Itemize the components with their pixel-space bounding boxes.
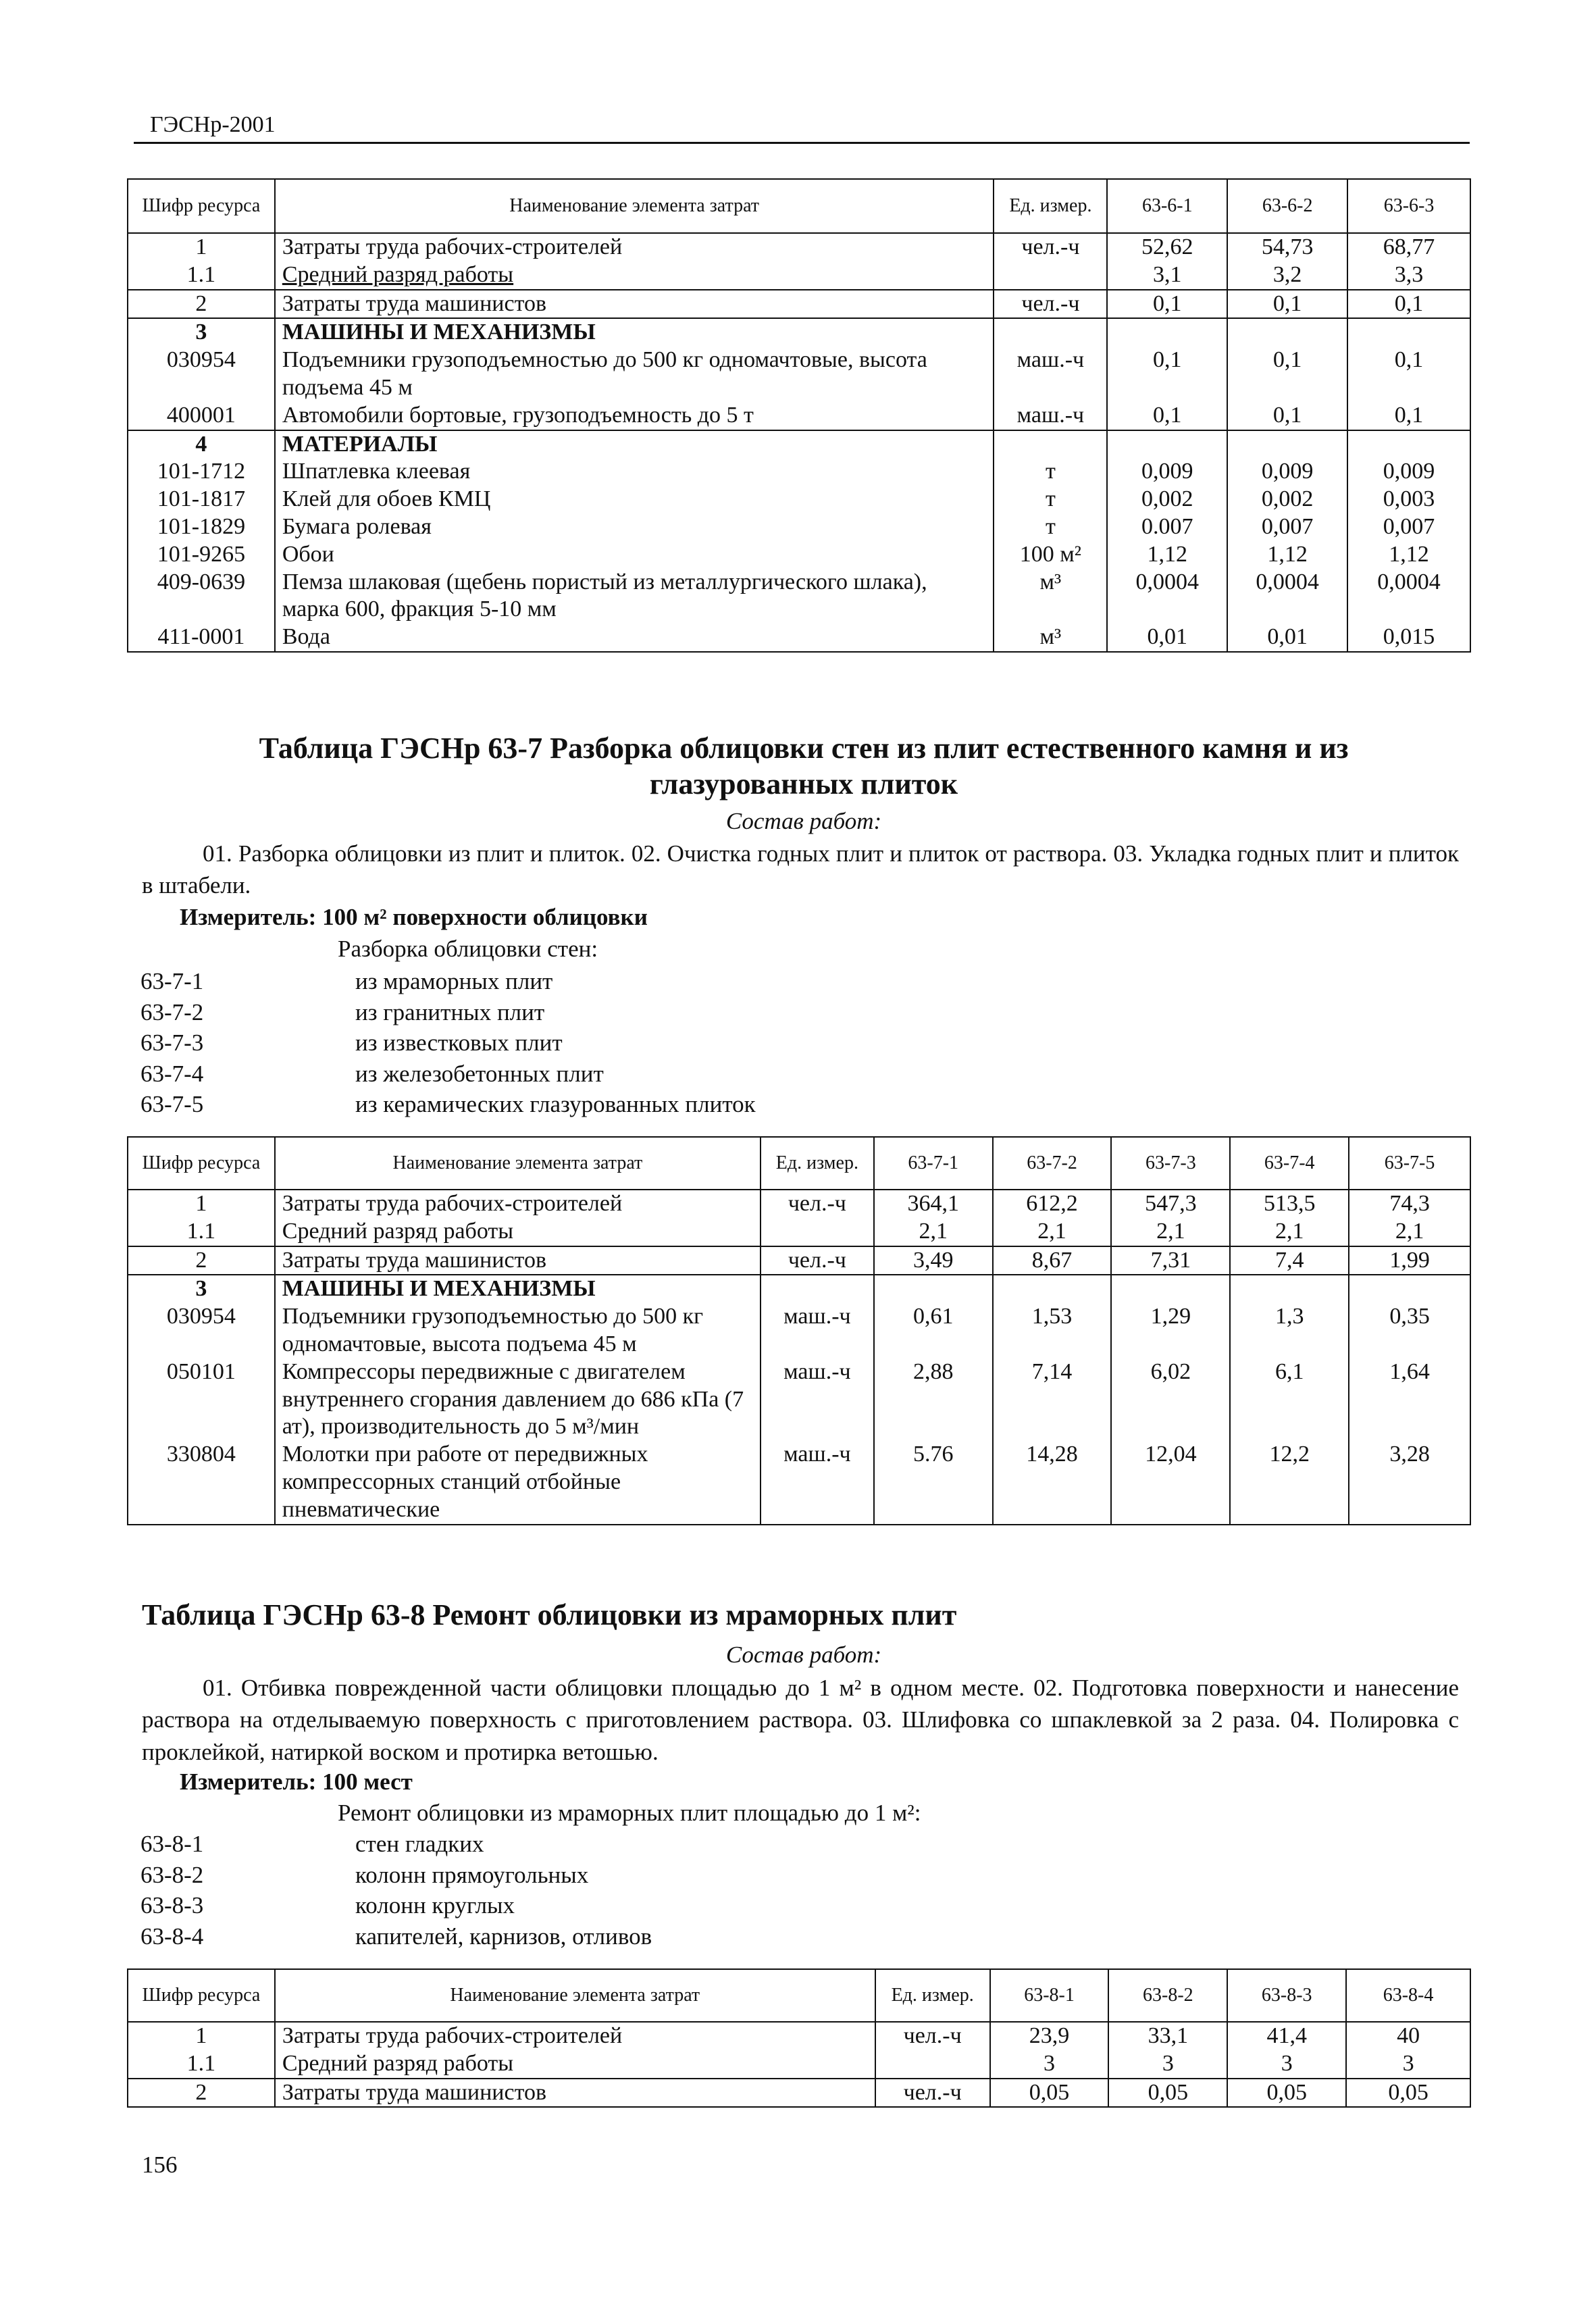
- value-cell: 1,12: [1227, 541, 1347, 569]
- value-cell: 0,05: [1346, 2079, 1470, 2108]
- cost-element-cell: Пемза шлаковая (щебень пористый из металлургического шлака), марка 600, фракция 5-10 мм: [275, 569, 994, 624]
- value-cell: 6,1: [1230, 1358, 1349, 1441]
- value-cell: 0,35: [1349, 1303, 1470, 1358]
- cost-element-cell: Автомобили бортовые, грузоподъемность до 5 т: [275, 402, 994, 430]
- value-cell: 0,1: [1347, 347, 1470, 402]
- value-cell: 2,1: [993, 1218, 1112, 1246]
- list-item: [140, 1027, 756, 1059]
- table-row: [128, 1218, 1470, 1246]
- resource-code-cell: 1.1: [128, 1218, 275, 1246]
- cost-element-cell: Средний разряд работы: [275, 2050, 875, 2079]
- works-composition-label-63-8: Состав работ:: [725, 1642, 882, 1668]
- code-list-63-8: [140, 1829, 652, 1952]
- unit-cell: [994, 318, 1107, 347]
- unit-cell: т: [994, 486, 1107, 513]
- value-cell: 0,0004: [1107, 569, 1227, 624]
- value-cell: 1,64: [1349, 1358, 1470, 1441]
- value-cell: 0,61: [874, 1303, 993, 1358]
- measure-63-7: Измеритель: 100 м² поверхности облицовки: [180, 904, 648, 930]
- norm-code: 63-8-2: [140, 1861, 204, 1888]
- column-header: 63-8-4: [1346, 1969, 1470, 2022]
- unit-cell: маш.-ч: [761, 1303, 874, 1358]
- value-cell: 23,9: [990, 2022, 1109, 2050]
- value-cell: 74,3: [1349, 1190, 1470, 1218]
- norm-code: 63-8-3: [140, 1892, 204, 1918]
- cost-element-cell: МАТЕРИАЛЫ: [275, 430, 994, 459]
- unit-cell: [994, 430, 1107, 459]
- cost-element-cell: Бумага ролевая: [275, 513, 994, 541]
- value-cell: 1,53: [993, 1303, 1112, 1358]
- resource-code-cell: 050101: [128, 1358, 275, 1441]
- resource-code-cell: 1: [128, 1190, 275, 1218]
- resource-code-cell: 3: [128, 1275, 275, 1303]
- value-cell: 2,1: [1349, 1218, 1470, 1246]
- cost-element-cell: Шпатлевка клеевая: [275, 458, 994, 486]
- value-cell: 513,5: [1230, 1190, 1349, 1218]
- header-rule: [134, 142, 1470, 144]
- list-item: [140, 1089, 756, 1120]
- table-row: [128, 569, 1470, 624]
- resource-code-cell: 2: [128, 290, 275, 319]
- value-cell: 3: [1108, 2050, 1227, 2079]
- value-cell: 0,01: [1227, 624, 1347, 652]
- resource-code-cell: 1.1: [128, 2050, 275, 2079]
- resource-code-cell: 411-0001: [128, 624, 275, 652]
- column-header: 63-7-1: [874, 1137, 993, 1190]
- table-row: [128, 2079, 1470, 2108]
- list-item: [140, 1059, 756, 1090]
- cost-element-cell: Подъемники грузоподъемностью до 500 кг одномачтовые, высота подъема 45 м: [275, 347, 994, 402]
- cost-element-cell: Затраты труда машинистов: [275, 290, 994, 319]
- table-63-7: [127, 1136, 1471, 1525]
- norm-code: 63-7-2: [140, 998, 204, 1025]
- group-head-63-8: Ремонт облицовки из мраморных плит площадью до 1 м²:: [338, 1800, 921, 1826]
- works-composition-label: Состав работ:: [725, 808, 882, 834]
- value-cell: 1,3: [1230, 1303, 1349, 1358]
- unit-cell: маш.-ч: [994, 347, 1107, 402]
- column-header: 63-8-2: [1108, 1969, 1227, 2022]
- value-cell: [1349, 1275, 1470, 1303]
- resource-code-cell: 030954: [128, 347, 275, 402]
- value-cell: 0,1: [1107, 347, 1227, 402]
- value-cell: 2,88: [874, 1358, 993, 1441]
- value-cell: [1347, 318, 1470, 347]
- unit-cell: чел.-ч: [875, 2079, 990, 2108]
- page-number: 156: [142, 2152, 178, 2178]
- table-row: [128, 1246, 1470, 1275]
- value-cell: 0,002: [1227, 486, 1347, 513]
- value-cell: 3: [1346, 2050, 1470, 2079]
- column-header: 63-6-3: [1347, 179, 1470, 233]
- cost-element-cell: Обои: [275, 541, 994, 569]
- value-cell: 3,28: [1349, 1441, 1470, 1524]
- value-cell: 40: [1346, 2022, 1470, 2050]
- unit-cell: чел.-ч: [761, 1190, 874, 1218]
- table-row: [128, 1275, 1470, 1303]
- cost-element-cell: Клей для обоев КМЦ: [275, 486, 994, 513]
- resource-code-cell: 1: [128, 233, 275, 261]
- table-row: [128, 402, 1470, 430]
- value-cell: 0,015: [1347, 624, 1470, 652]
- resource-code-cell: 1.1: [128, 261, 275, 290]
- value-cell: 0,1: [1347, 290, 1470, 319]
- value-cell: 1,12: [1107, 541, 1227, 569]
- column-header: Наименование элемента затрат: [275, 179, 994, 233]
- value-cell: [993, 1275, 1112, 1303]
- resource-code-cell: 1: [128, 2022, 275, 2050]
- cost-element-cell: МАШИНЫ И МЕХАНИЗМЫ: [275, 318, 994, 347]
- list-item: [140, 997, 756, 1028]
- value-cell: 1,29: [1111, 1303, 1230, 1358]
- cost-element-cell: Средний разряд работы: [275, 261, 994, 290]
- value-cell: 3: [1227, 2050, 1346, 2079]
- cost-element-cell: Вода: [275, 624, 994, 652]
- value-cell: 0,1: [1227, 347, 1347, 402]
- norm-name: из мраморных плит: [355, 968, 553, 994]
- document-code: ГЭСНр-2001: [150, 112, 276, 137]
- value-cell: 0,009: [1107, 458, 1227, 486]
- table-row: [128, 430, 1470, 459]
- value-cell: 1,12: [1347, 541, 1470, 569]
- unit-cell: чел.-ч: [994, 233, 1107, 261]
- value-cell: [1230, 1275, 1349, 1303]
- table-63-7-title-line1: Таблица ГЭСНр 63-7 Разборка облицовки стен из плит естественного камня и из: [259, 732, 1349, 765]
- value-cell: 0,007: [1227, 513, 1347, 541]
- norm-code: 63-7-5: [140, 1091, 204, 1117]
- value-cell: 7,4: [1230, 1246, 1349, 1275]
- table-row: [128, 261, 1470, 290]
- column-header: Ед. измер.: [875, 1969, 990, 2022]
- norm-code: 63-8-4: [140, 1923, 204, 1950]
- norm-name: из железобетонных плит: [355, 1060, 604, 1087]
- resource-code-cell: 3: [128, 318, 275, 347]
- value-cell: 12,2: [1230, 1441, 1349, 1524]
- value-cell: 0,007: [1347, 513, 1470, 541]
- value-cell: 0,05: [990, 2079, 1109, 2108]
- column-header: Шифр ресурса: [128, 179, 275, 233]
- value-cell: [1107, 318, 1227, 347]
- column-header: 63-8-1: [990, 1969, 1109, 2022]
- resource-code-cell: 409-0639: [128, 569, 275, 624]
- list-item: [140, 1860, 652, 1891]
- value-cell: 547,3: [1111, 1190, 1230, 1218]
- value-cell: [874, 1275, 993, 1303]
- column-header: Наименование элемента затрат: [275, 1137, 761, 1190]
- unit-cell: [761, 1218, 874, 1246]
- resource-code-cell: 2: [128, 2079, 275, 2108]
- norm-code: 63-7-3: [140, 1030, 204, 1056]
- value-cell: [1111, 1275, 1230, 1303]
- cost-element-cell: Затраты труда рабочих-строителей: [275, 2022, 875, 2050]
- unit-cell: т: [994, 458, 1107, 486]
- value-cell: 7,31: [1111, 1246, 1230, 1275]
- norm-name: капителей, карнизов, отливов: [355, 1923, 652, 1950]
- works-description-63-7: 01. Разборка облицовки из плит и плиток. 02. Очистка годных плит и плиток от раствора. 03. Укладка годных плит и плиток в штабели.: [142, 840, 1459, 899]
- resource-code-cell: 101-9265: [128, 541, 275, 569]
- cost-element-cell: Затраты труда машинистов: [275, 2079, 875, 2108]
- column-header: 63-7-4: [1230, 1137, 1349, 1190]
- table-63-8: [127, 1968, 1471, 2108]
- value-cell: 3,49: [874, 1246, 993, 1275]
- value-cell: 0,0004: [1347, 569, 1470, 624]
- value-cell: 6,02: [1111, 1358, 1230, 1441]
- unit-cell: м³: [994, 569, 1107, 624]
- measure-63-8: Измеритель: 100 мест: [180, 1769, 413, 1795]
- table-63-6: [127, 178, 1471, 653]
- column-header: 63-7-5: [1349, 1137, 1470, 1190]
- norm-name: стен гладких: [355, 1831, 484, 1857]
- value-cell: 14,28: [993, 1441, 1112, 1524]
- value-cell: 68,77: [1347, 233, 1470, 261]
- unit-cell: [994, 261, 1107, 290]
- table-63-8-title: Таблица ГЭСНр 63-8 Ремонт облицовки из мраморных плит: [142, 1598, 957, 1631]
- norm-code: 63-7-1: [140, 968, 204, 994]
- unit-cell: [875, 2050, 990, 2079]
- unit-cell: маш.-ч: [761, 1358, 874, 1441]
- cost-element-cell: Затраты труда рабочих-строителей: [275, 1190, 761, 1218]
- value-cell: 1,99: [1349, 1246, 1470, 1275]
- column-header: 63-6-2: [1227, 179, 1347, 233]
- column-header: 63-8-3: [1227, 1969, 1346, 2022]
- norm-code: 63-8-1: [140, 1831, 204, 1857]
- resource-code-cell: 030954: [128, 1303, 275, 1358]
- unit-cell: маш.-ч: [761, 1441, 874, 1524]
- value-cell: 0,1: [1107, 402, 1227, 430]
- cost-element-cell: МАШИНЫ И МЕХАНИЗМЫ: [275, 1275, 761, 1303]
- table-row: [128, 458, 1470, 486]
- code-list-63-7: [140, 966, 756, 1120]
- value-cell: 41,4: [1227, 2022, 1346, 2050]
- cost-element-cell: Средний разряд работы: [275, 1218, 761, 1246]
- value-cell: 2,1: [874, 1218, 993, 1246]
- norm-code: 63-7-4: [140, 1060, 204, 1087]
- value-cell: 3,1: [1107, 261, 1227, 290]
- resource-code-cell: 400001: [128, 402, 275, 430]
- value-cell: 0.007: [1107, 513, 1227, 541]
- value-cell: [1347, 430, 1470, 459]
- unit-cell: м³: [994, 624, 1107, 652]
- value-cell: [1227, 318, 1347, 347]
- column-header: 63-6-1: [1107, 179, 1227, 233]
- cost-element-cell: Затраты труда рабочих-строителей: [275, 233, 994, 261]
- value-cell: 3: [990, 2050, 1109, 2079]
- value-cell: 0,1: [1227, 402, 1347, 430]
- cost-element-cell: Компрессоры передвижные с двигателем внутреннего сгорания давлением до 686 кПа (7 ат), производительность до 5 м³/мин: [275, 1358, 761, 1441]
- resource-code-cell: 4: [128, 430, 275, 459]
- table-row: [128, 1303, 1470, 1358]
- resource-code-cell: 2: [128, 1246, 275, 1275]
- table-row: [128, 2050, 1470, 2079]
- table-63-7-title-line2: глазурованных плиток: [649, 767, 958, 800]
- value-cell: 0,1: [1347, 402, 1470, 430]
- cost-element-cell: Молотки при работе от передвижных компрессорных станций отбойные пневматические: [275, 1441, 761, 1524]
- value-cell: 0,05: [1108, 2079, 1227, 2108]
- table-row: [128, 624, 1470, 652]
- value-cell: 0,01: [1107, 624, 1227, 652]
- value-cell: 3,3: [1347, 261, 1470, 290]
- value-cell: 12,04: [1111, 1441, 1230, 1524]
- unit-cell: маш.-ч: [994, 402, 1107, 430]
- table-row: [128, 1441, 1470, 1524]
- cost-element-cell: Подъемники грузоподъемностью до 500 кг одномачтовые, высота подъема 45 м: [275, 1303, 761, 1358]
- table-row: [128, 541, 1470, 569]
- list-item: [140, 1921, 652, 1952]
- list-item: [140, 1890, 652, 1921]
- value-cell: 612,2: [993, 1190, 1112, 1218]
- value-cell: 2,1: [1230, 1218, 1349, 1246]
- norm-name: из керамических глазурованных плиток: [355, 1091, 756, 1117]
- value-cell: 0,002: [1107, 486, 1227, 513]
- column-header: Наименование элемента затрат: [275, 1969, 875, 2022]
- group-head-63-7: Разборка облицовки стен:: [338, 936, 598, 962]
- column-header: Ед. измер.: [761, 1137, 874, 1190]
- value-cell: 0,05: [1227, 2079, 1346, 2108]
- value-cell: 52,62: [1107, 233, 1227, 261]
- column-header: 63-7-3: [1111, 1137, 1230, 1190]
- value-cell: 0,009: [1347, 458, 1470, 486]
- list-item: [140, 1829, 652, 1860]
- column-header: Шифр ресурса: [128, 1969, 275, 2022]
- table-row: [128, 1190, 1470, 1218]
- unit-cell: чел.-ч: [994, 290, 1107, 319]
- table-row: [128, 290, 1470, 319]
- value-cell: 33,1: [1108, 2022, 1227, 2050]
- value-cell: 0,1: [1107, 290, 1227, 319]
- table-row: [128, 233, 1470, 261]
- table-row: [128, 2022, 1470, 2050]
- table-row: [128, 1358, 1470, 1441]
- value-cell: 2,1: [1111, 1218, 1230, 1246]
- table-row: [128, 347, 1470, 402]
- unit-cell: чел.-ч: [761, 1246, 874, 1275]
- list-item: [140, 966, 756, 997]
- table-row: [128, 318, 1470, 347]
- value-cell: 0,003: [1347, 486, 1470, 513]
- value-cell: [1107, 430, 1227, 459]
- value-cell: 7,14: [993, 1358, 1112, 1441]
- resource-code-cell: 101-1829: [128, 513, 275, 541]
- value-cell: 0,009: [1227, 458, 1347, 486]
- value-cell: 0,1: [1227, 290, 1347, 319]
- unit-cell: чел.-ч: [875, 2022, 990, 2050]
- resource-code-cell: 101-1712: [128, 458, 275, 486]
- column-header: Ед. измер.: [994, 179, 1107, 233]
- unit-cell: т: [994, 513, 1107, 541]
- table-row: [128, 486, 1470, 513]
- value-cell: 54,73: [1227, 233, 1347, 261]
- norm-name: колонн прямоугольных: [355, 1861, 589, 1888]
- norm-name: из известковых плит: [355, 1030, 563, 1056]
- value-cell: 364,1: [874, 1190, 993, 1218]
- value-cell: [1227, 430, 1347, 459]
- value-cell: 0,0004: [1227, 569, 1347, 624]
- column-header: 63-7-2: [993, 1137, 1112, 1190]
- value-cell: 5.76: [874, 1441, 993, 1524]
- resource-code-cell: 101-1817: [128, 486, 275, 513]
- table-row: [128, 513, 1470, 541]
- value-cell: 8,67: [993, 1246, 1112, 1275]
- resource-code-cell: 330804: [128, 1441, 275, 1524]
- norm-name: из гранитных плит: [355, 998, 545, 1025]
- works-description-63-8: 01. Отбивка поврежденной части облицовки площадью до 1 м² в одном месте. 02. Подготовка поверхности и нанесение раствора на отделываемую поверхность с приготовлением раствора. 03. Шлифовка со шпаклевкой за 2 раза. 04. Полировка с проклейкой, натиркой воском и протирка ветошью.: [142, 1675, 1459, 1765]
- value-cell: 3,2: [1227, 261, 1347, 290]
- norm-name: колонн круглых: [355, 1892, 515, 1918]
- cost-element-cell: Затраты труда машинистов: [275, 1246, 761, 1275]
- column-header: Шифр ресурса: [128, 1137, 275, 1190]
- unit-cell: 100 м²: [994, 541, 1107, 569]
- unit-cell: [761, 1275, 874, 1303]
